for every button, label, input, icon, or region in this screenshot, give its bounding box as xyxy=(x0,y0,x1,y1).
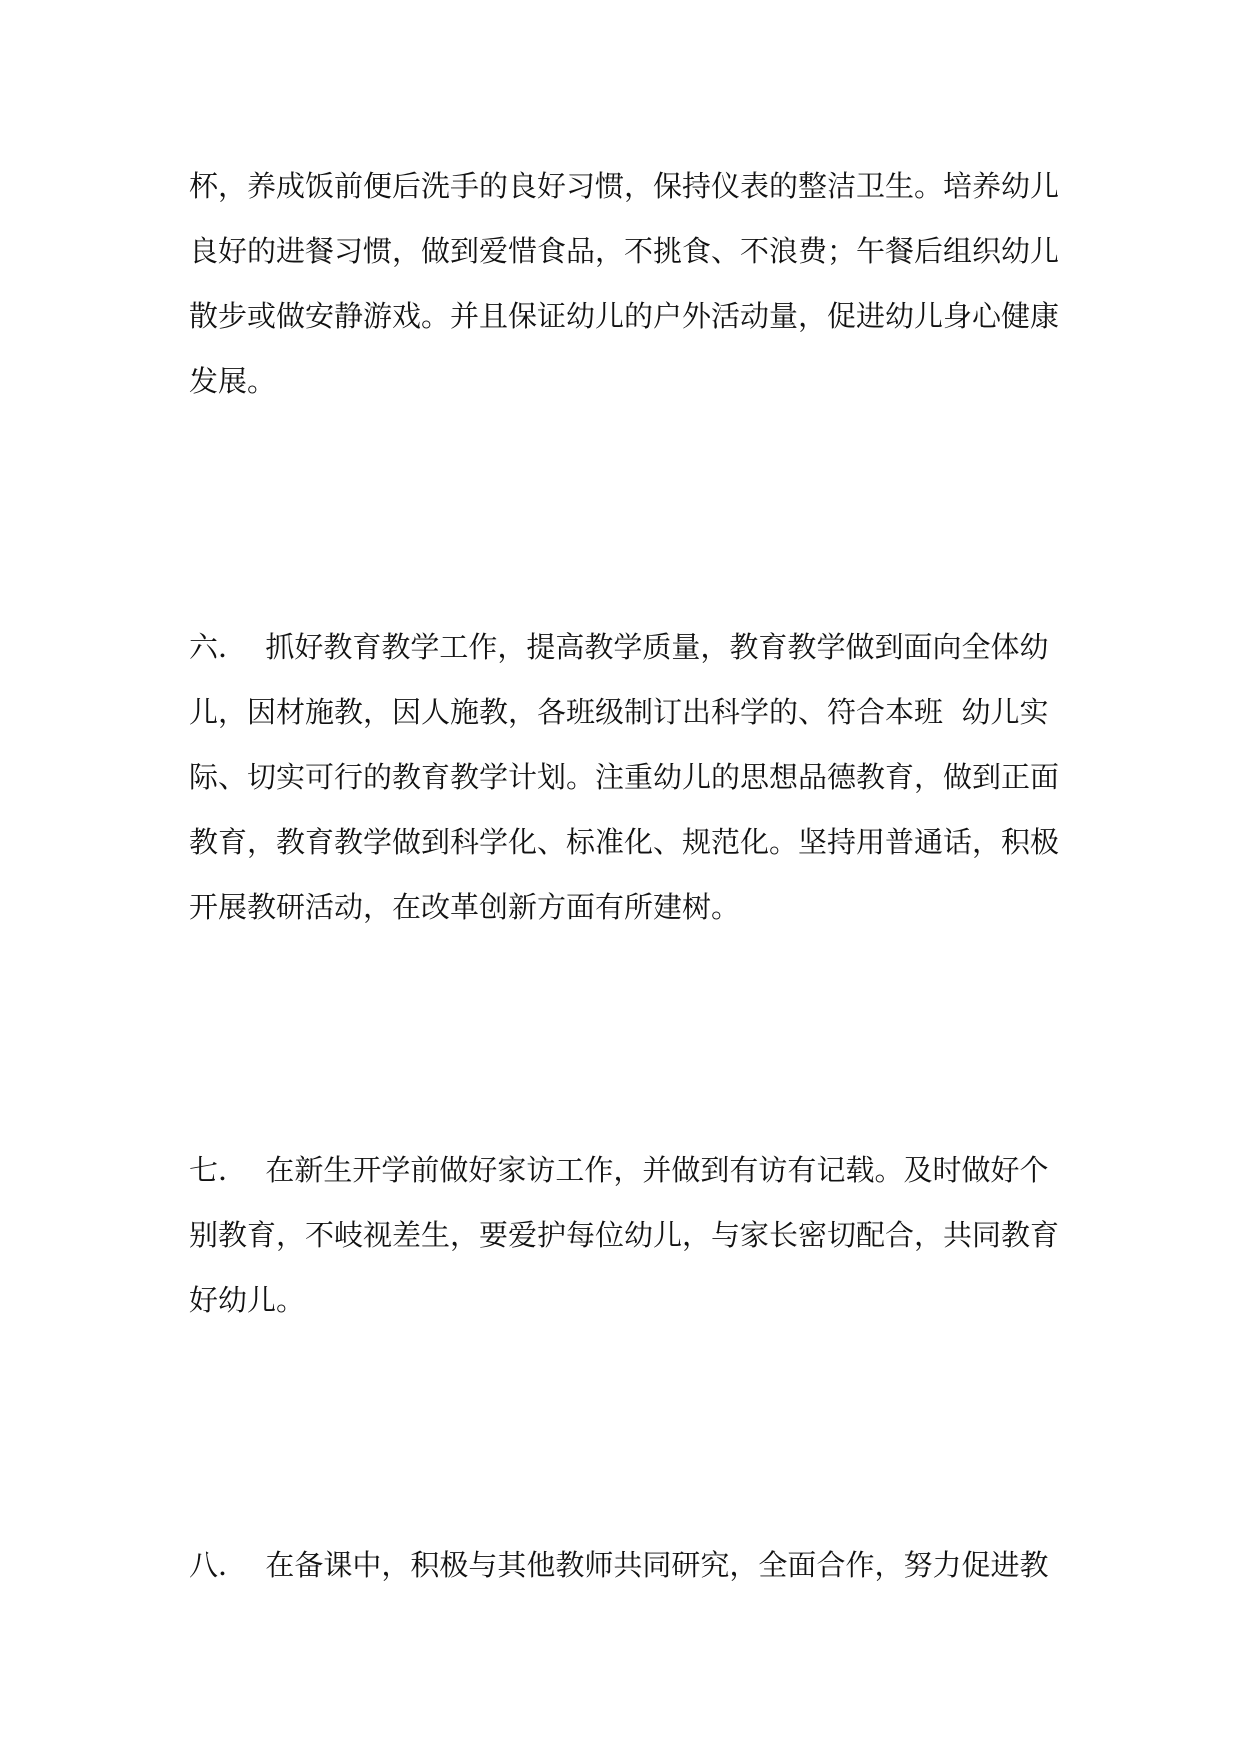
text-line: 良好的进餐习惯，做到爱惜食品，不挑食、不浪费；午餐后组织幼儿 xyxy=(189,234,1060,268)
text-line: 教育，教育教学做到科学化、标准化、规范化。坚持用普通话，积极 xyxy=(189,825,1060,859)
text-line: 六． 抓好教育教学工作，提高教学质量，教育教学做到面向全体幼 xyxy=(189,630,1049,664)
text-line: 杯，养成饭前便后洗手的良好习惯，保持仪表的整洁卫生。培养幼儿 xyxy=(189,169,1060,203)
text-line: 开展教研活动，在改革创新方面有所建树。 xyxy=(189,890,741,924)
text-line: 散步或做安静游戏。并且保证幼儿的户外活动量，促进幼儿身心健康 xyxy=(189,299,1060,333)
text-line: 儿，因材施教，因人施教，各班级制订出科学的、符合本班 幼儿实 xyxy=(189,695,1049,729)
text-line: 发展。 xyxy=(189,364,277,398)
text-line: 别教育，不岐视差生，要爱护每位幼儿，与家长密切配合，共同教育 xyxy=(189,1218,1060,1252)
text-line: 八． 在备课中，积极与其他教师共同研究，全面合作，努力促进教 xyxy=(189,1548,1049,1582)
text-line: 七． 在新生开学前做好家访工作，并做到有访有记载。及时做好个 xyxy=(189,1153,1049,1187)
text-line: 好幼儿。 xyxy=(189,1283,306,1317)
text-line: 际、切实可行的教育教学计划。注重幼儿的思想品德教育，做到正面 xyxy=(189,760,1060,794)
